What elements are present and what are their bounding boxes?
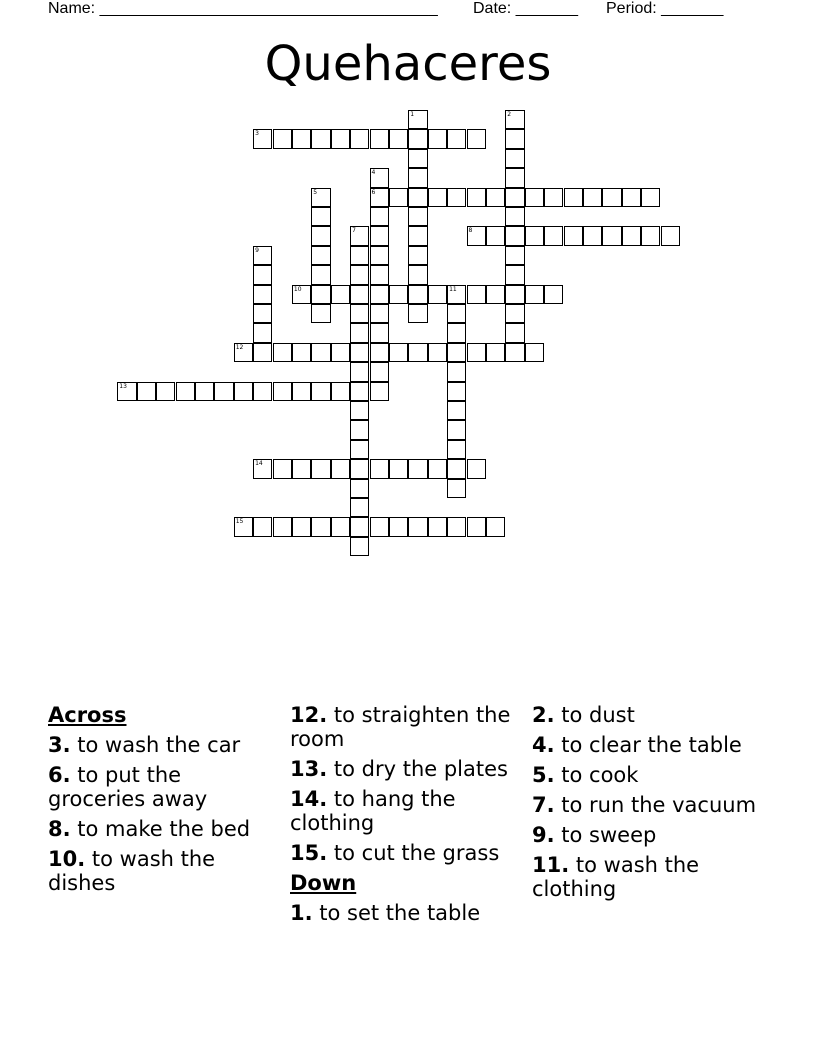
crossword-cell[interactable] (505, 226, 524, 245)
crossword-cell[interactable] (389, 343, 408, 362)
crossword-cell[interactable] (370, 265, 389, 284)
clue-text: to sweep (561, 823, 657, 847)
crossword-cell[interactable] (622, 226, 641, 245)
crossword-cell[interactable] (292, 129, 311, 148)
clue-number: 11. (532, 853, 570, 877)
clue-across-3 (48, 733, 280, 757)
clue-text: to put the groceries away (48, 763, 208, 811)
crossword-cell[interactable] (311, 226, 330, 245)
crossword-cell[interactable] (428, 517, 447, 536)
crossword-cell[interactable] (350, 226, 369, 245)
crossword-cell[interactable] (428, 129, 447, 148)
crossword-cell[interactable] (447, 440, 466, 459)
crossword-cell[interactable] (370, 362, 389, 381)
crossword-cell[interactable] (331, 343, 350, 362)
crossword-cell[interactable] (350, 517, 369, 536)
crossword-cell[interactable] (292, 343, 311, 362)
crossword-cell[interactable] (370, 304, 389, 323)
clue-number: 10. (48, 847, 86, 871)
clue-text: to clear the table (561, 733, 742, 757)
clue-across-14 (290, 787, 522, 835)
crossword-cell[interactable] (564, 188, 583, 207)
crossword-cell[interactable] (253, 343, 272, 362)
crossword-cell[interactable] (408, 246, 427, 265)
clue-across-8 (48, 817, 280, 841)
crossword-cell[interactable] (389, 188, 408, 207)
clue-text: to wash the dishes (48, 847, 216, 895)
crossword-cell[interactable] (370, 129, 389, 148)
cell-number: 4 (371, 169, 376, 177)
page-title: Quehaceres (264, 36, 552, 92)
clue-text: to hang the clothing (290, 787, 456, 835)
clue-number: 5. (532, 763, 555, 787)
crossword-cell[interactable] (253, 129, 272, 148)
cell-number: 3 (255, 130, 259, 138)
crossword-cell[interactable] (253, 246, 272, 265)
crossword-cell[interactable] (273, 517, 292, 536)
clue-number: 2. (532, 703, 555, 727)
crossword-cell[interactable] (428, 285, 447, 304)
crossword-cell[interactable] (331, 517, 350, 536)
crossword-cell[interactable] (331, 382, 350, 401)
crossword-cell[interactable] (447, 343, 466, 362)
date-field[interactable]: Date: _______ (473, 0, 578, 17)
crossword-cell[interactable] (428, 188, 447, 207)
crossword-cell[interactable] (311, 207, 330, 226)
crossword-cell[interactable] (467, 188, 486, 207)
crossword-cell[interactable] (408, 149, 427, 168)
crossword-cell[interactable] (408, 304, 427, 323)
crossword-cell[interactable] (486, 188, 505, 207)
crossword-cell[interactable] (370, 168, 389, 187)
cell-number: 1 (410, 111, 415, 118)
crossword-cell[interactable] (428, 343, 447, 362)
crossword-cell[interactable] (234, 343, 253, 362)
crossword-cell[interactable] (331, 129, 350, 148)
crossword-cell[interactable] (350, 440, 369, 459)
crossword-cell[interactable] (467, 517, 486, 536)
crossword-cell[interactable] (389, 459, 408, 478)
crossword-cell[interactable] (408, 110, 427, 129)
crossword-cell[interactable] (253, 382, 272, 401)
crossword-cell[interactable] (311, 246, 330, 265)
clue-text: to straighten the room (290, 703, 511, 751)
clue-text: to run the vacuum (561, 793, 757, 817)
crossword-cell[interactable] (467, 129, 486, 148)
crossword-cell[interactable] (311, 459, 330, 478)
clue-across-10 (48, 847, 280, 895)
crossword-cell[interactable] (505, 323, 524, 342)
crossword-cell[interactable] (311, 382, 330, 401)
clue-text: to cut the grass (333, 841, 500, 865)
crossword-cell[interactable] (370, 188, 389, 207)
crossword-cell[interactable] (370, 343, 389, 362)
crossword-cell[interactable] (253, 285, 272, 304)
crossword-cell[interactable] (525, 343, 544, 362)
crossword-cell[interactable] (486, 226, 505, 245)
clue-text: to set the table (319, 901, 481, 925)
crossword-cell[interactable] (350, 343, 369, 362)
crossword-cell[interactable] (408, 129, 427, 148)
crossword-cell[interactable] (311, 285, 330, 304)
crossword-cell[interactable] (447, 382, 466, 401)
crossword-cell[interactable] (273, 129, 292, 148)
clue-down-5 (532, 763, 764, 787)
crossword-cell[interactable] (350, 285, 369, 304)
crossword-cell[interactable] (292, 382, 311, 401)
crossword-cell[interactable] (447, 401, 466, 420)
crossword-cell[interactable] (253, 304, 272, 323)
crossword-cell[interactable] (156, 382, 175, 401)
crossword-cell[interactable] (253, 265, 272, 284)
crossword-cell[interactable] (544, 188, 563, 207)
crossword-cell[interactable] (350, 382, 369, 401)
crossword-cell[interactable] (447, 459, 466, 478)
crossword-cell[interactable] (661, 226, 680, 245)
crossword-cell[interactable] (505, 129, 524, 148)
crossword-cell[interactable] (505, 110, 524, 129)
clue-number: 7. (532, 793, 555, 817)
crossword-cell[interactable] (311, 304, 330, 323)
crossword-cell[interactable] (292, 459, 311, 478)
clue-text: to wash the car (77, 733, 241, 757)
crossword-cell[interactable] (331, 285, 350, 304)
crossword-cell[interactable] (564, 226, 583, 245)
crossword-cell[interactable] (350, 498, 369, 517)
cell-number: 13 (119, 382, 127, 390)
crossword-cell[interactable] (486, 517, 505, 536)
crossword-cell[interactable] (486, 285, 505, 304)
crossword-cell[interactable] (602, 188, 621, 207)
clue-column-3 (532, 703, 764, 907)
clue-text: to wash the clothing (532, 853, 700, 901)
clue-down-11 (532, 853, 764, 901)
crossword-cell[interactable] (408, 517, 427, 536)
crossword-cell[interactable] (408, 226, 427, 245)
crossword-cell[interactable] (253, 517, 272, 536)
crossword-cell[interactable] (292, 285, 311, 304)
cell-number: 2 (507, 111, 512, 118)
crossword-cell[interactable] (447, 517, 466, 536)
crossword-cell[interactable] (408, 285, 427, 304)
down-heading: Down (290, 871, 357, 895)
crossword-cell[interactable] (370, 207, 389, 226)
crossword-cell[interactable] (273, 343, 292, 362)
crossword-cell[interactable] (350, 246, 369, 265)
crossword-cell[interactable] (505, 207, 524, 226)
clue-number: 14. (290, 787, 328, 811)
crossword-cell[interactable] (350, 362, 369, 381)
crossword-cell[interactable] (311, 343, 330, 362)
crossword-cell[interactable] (447, 285, 466, 304)
crossword-cell[interactable] (408, 168, 427, 187)
cell-number: 5 (313, 188, 318, 196)
clue-number: 15. (290, 841, 328, 865)
cell-number: 6 (371, 188, 376, 196)
name-field[interactable]: Name: ______________________________________ (48, 0, 438, 17)
crossword-cell[interactable] (408, 459, 427, 478)
crossword-cell[interactable] (292, 517, 311, 536)
crossword-cell[interactable] (408, 188, 427, 207)
crossword-cell[interactable] (253, 459, 272, 478)
crossword-cell[interactable] (525, 226, 544, 245)
crossword-cell[interactable] (234, 517, 253, 536)
crossword-cell[interactable] (467, 343, 486, 362)
crossword-cell[interactable] (408, 265, 427, 284)
crossword-cell[interactable] (370, 323, 389, 342)
clue-number: 8. (48, 817, 71, 841)
crossword-cell[interactable] (350, 265, 369, 284)
cell-number: 8 (468, 227, 473, 235)
crossword-cell[interactable] (525, 285, 544, 304)
crossword-cell[interactable] (505, 343, 524, 362)
crossword-cell[interactable] (505, 265, 524, 284)
cell-number: 12 (235, 343, 244, 351)
crossword-cell[interactable] (311, 517, 330, 536)
clue-number: 4. (532, 733, 555, 757)
crossword-cell[interactable] (467, 226, 486, 245)
crossword-cell[interactable] (505, 246, 524, 265)
clue-down-9 (532, 823, 764, 847)
crossword-cell[interactable] (350, 129, 369, 148)
clue-down-4 (532, 733, 764, 757)
crossword-cell[interactable] (311, 129, 330, 148)
crossword-cell[interactable] (583, 188, 602, 207)
clue-number: 12. (290, 703, 328, 727)
crossword-cell[interactable] (408, 207, 427, 226)
clue-text: to dust (561, 703, 635, 727)
crossword-cell[interactable] (253, 323, 272, 342)
period-field[interactable]: Period: _______ (606, 0, 724, 17)
crossword-cell[interactable] (447, 362, 466, 381)
crossword-cell[interactable] (505, 304, 524, 323)
across-heading: Across (48, 703, 127, 727)
crossword-cell[interactable] (641, 188, 660, 207)
crossword-cell[interactable] (389, 517, 408, 536)
crossword-cell[interactable] (622, 188, 641, 207)
crossword-cell[interactable] (370, 517, 389, 536)
crossword-cell[interactable] (311, 265, 330, 284)
cell-number: 10 (293, 285, 302, 293)
cell-number: 11 (449, 285, 457, 293)
clue-across-15 (290, 841, 522, 865)
crossword-cell[interactable] (641, 226, 660, 245)
crossword-cell[interactable] (273, 459, 292, 478)
clue-across-6 (48, 763, 280, 811)
clue-text: to dry the plates (333, 757, 508, 781)
crossword-cell[interactable] (505, 285, 524, 304)
clue-text: to cook (561, 763, 639, 787)
crossword-cell[interactable] (234, 382, 253, 401)
crossword-cell[interactable] (311, 188, 330, 207)
crossword-cell[interactable] (544, 285, 563, 304)
crossword-cell[interactable] (408, 343, 427, 362)
crossword-cell[interactable] (350, 537, 369, 556)
clue-across-12 (290, 703, 522, 751)
crossword-cell[interactable] (447, 420, 466, 439)
clue-number: 9. (532, 823, 555, 847)
clue-down-7 (532, 793, 764, 817)
clue-number: 1. (290, 901, 313, 925)
crossword-cell[interactable] (176, 382, 195, 401)
crossword-cell[interactable] (505, 168, 524, 187)
crossword-cell[interactable] (273, 382, 292, 401)
crossword-cell[interactable] (505, 149, 524, 168)
crossword-cell[interactable] (602, 226, 621, 245)
clue-column-2 (290, 703, 522, 931)
crossword-cell[interactable] (214, 382, 233, 401)
clue-number: 3. (48, 733, 71, 757)
clue-across-13 (290, 757, 522, 781)
crossword-cell[interactable] (486, 343, 505, 362)
crossword-cell[interactable] (389, 285, 408, 304)
crossword-cell[interactable] (583, 226, 602, 245)
crossword-cell[interactable] (447, 129, 466, 148)
cell-number: 9 (255, 246, 259, 254)
crossword-cell[interactable] (350, 323, 369, 342)
clue-down-1 (290, 901, 522, 925)
crossword-cell[interactable] (447, 323, 466, 342)
cell-number: 7 (352, 227, 356, 235)
crossword-cell[interactable] (447, 479, 466, 498)
crossword-cell[interactable] (331, 459, 350, 478)
crossword-cell[interactable] (467, 285, 486, 304)
clue-number: 6. (48, 763, 71, 787)
crossword-cell[interactable] (350, 401, 369, 420)
clue-column-1 (48, 703, 280, 901)
crossword-cell[interactable] (370, 382, 389, 401)
crossword-cell[interactable] (117, 382, 136, 401)
crossword-cell[interactable] (137, 382, 156, 401)
crossword-cell[interactable] (370, 246, 389, 265)
crossword-cell[interactable] (467, 459, 486, 478)
crossword-cell[interactable] (428, 459, 447, 478)
crossword-cell[interactable] (195, 382, 214, 401)
crossword-cell[interactable] (370, 226, 389, 245)
cell-number: 14 (255, 460, 263, 468)
crossword-cell[interactable] (389, 129, 408, 148)
crossword-cell[interactable] (370, 459, 389, 478)
crossword-cell[interactable] (447, 188, 466, 207)
crossword-cell[interactable] (544, 226, 563, 245)
clue-number: 13. (290, 757, 328, 781)
crossword-cell[interactable] (525, 188, 544, 207)
crossword-cell[interactable] (370, 285, 389, 304)
crossword-cell[interactable] (350, 304, 369, 323)
crossword-cell[interactable] (350, 479, 369, 498)
crossword-cell[interactable] (447, 304, 466, 323)
clue-down-2 (532, 703, 764, 727)
clue-text: to make the bed (77, 817, 251, 841)
crossword-cell[interactable] (505, 188, 524, 207)
cell-number: 15 (235, 518, 244, 526)
crossword-cell[interactable] (350, 459, 369, 478)
crossword-cell[interactable] (350, 420, 369, 439)
